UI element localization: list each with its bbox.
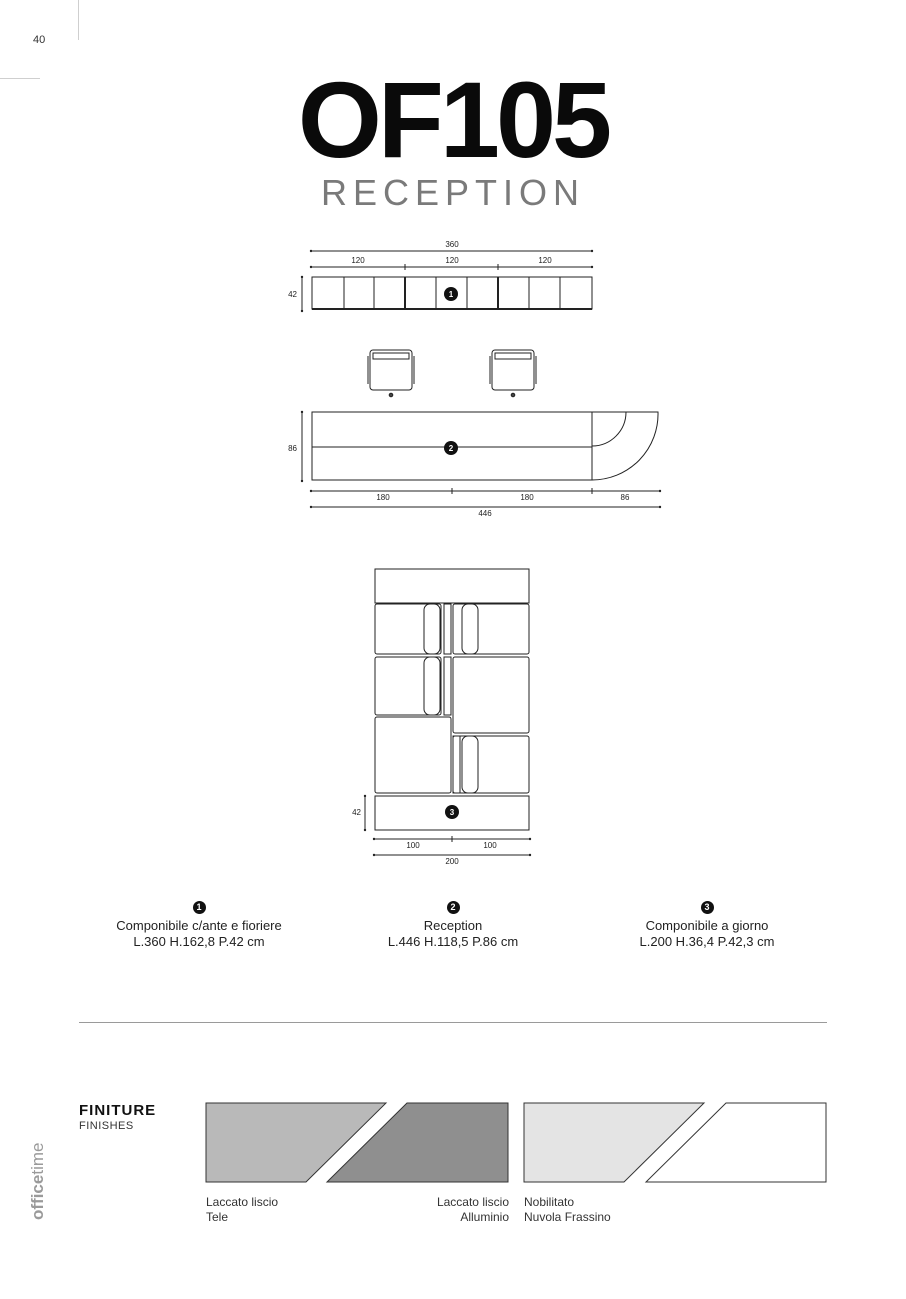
brand-logo bbox=[18, 1140, 58, 1230]
dim-total-1: 360 bbox=[445, 240, 459, 249]
dim-seg-3a: 100 bbox=[406, 841, 420, 850]
item-2-number: 2 bbox=[447, 901, 460, 914]
finishes-title: FINITURE bbox=[79, 1102, 157, 1119]
item-3-number: 3 bbox=[701, 901, 714, 914]
marker-3-label: 3 bbox=[449, 808, 455, 817]
dim-depth-3: 42 bbox=[352, 808, 361, 817]
dim-total-2: 446 bbox=[478, 509, 492, 518]
finish-swatches bbox=[200, 1100, 832, 1186]
item-legend-2 bbox=[313, 898, 593, 950]
dim-seg-3b: 100 bbox=[483, 841, 497, 850]
swatch-label-nuvola bbox=[524, 1195, 611, 1225]
dim-depth-2: 86 bbox=[288, 444, 297, 453]
dim-seg-2a: 180 bbox=[376, 493, 390, 502]
crop-mark-vertical bbox=[78, 0, 79, 40]
section-divider bbox=[79, 1022, 827, 1023]
marker-2-label: 2 bbox=[448, 444, 454, 453]
dim-seg-2c: 86 bbox=[620, 493, 630, 502]
dim-seg-1a: 120 bbox=[351, 256, 365, 265]
technical-drawings bbox=[0, 230, 906, 870]
swatch-2-line1: Laccato liscio bbox=[436, 1195, 509, 1209]
item-2-name: Reception bbox=[423, 918, 483, 933]
dim-seg-2b: 180 bbox=[520, 493, 534, 502]
item-3-dims: L.200 H.36,4 P.42,3 cm bbox=[639, 934, 775, 949]
swatch-3-line1: Nobilitato bbox=[524, 1195, 575, 1209]
page-number: 40 bbox=[33, 34, 46, 46]
item-2-dims: L.446 H.118,5 P.86 cm bbox=[387, 934, 519, 949]
dim-total-3: 200 bbox=[445, 857, 459, 866]
item-3-name: Componibile a giorno bbox=[645, 918, 769, 933]
chair-left bbox=[368, 350, 414, 397]
swatch-1-line1: Laccato liscio bbox=[206, 1195, 279, 1209]
svg-text:officetime bbox=[28, 1143, 47, 1220]
swatch-3-line2: Nuvola Frassino bbox=[524, 1210, 611, 1224]
item-1-dims: L.360 H.162,8 P.42 cm bbox=[133, 934, 265, 949]
dim-seg-1b: 120 bbox=[445, 256, 459, 265]
item-1-number: 1 bbox=[193, 901, 206, 914]
swatch-label-tele bbox=[206, 1195, 278, 1225]
page-title: OF105 bbox=[297, 59, 609, 180]
swatch-2-line2: Alluminio bbox=[460, 1210, 509, 1224]
chair-right bbox=[490, 350, 536, 397]
brand-time: time bbox=[28, 1142, 47, 1175]
dim-depth-1: 42 bbox=[288, 290, 297, 299]
swatch-label-alluminio bbox=[408, 1195, 509, 1225]
brand-office: office bbox=[28, 1174, 47, 1220]
drawing-reception-desk bbox=[302, 412, 660, 507]
page-subtitle: RECEPTION bbox=[320, 172, 586, 213]
item-legend-1 bbox=[59, 898, 339, 950]
marker-1-label: 1 bbox=[448, 290, 454, 299]
swatch-1-line2: Tele bbox=[206, 1210, 229, 1224]
finishes-subtitle: FINISHES bbox=[79, 1120, 134, 1132]
item-1-name: Componibile c/ante e fioriere bbox=[116, 918, 282, 933]
item-legend-3 bbox=[567, 898, 847, 950]
dim-seg-1c: 120 bbox=[538, 256, 552, 265]
